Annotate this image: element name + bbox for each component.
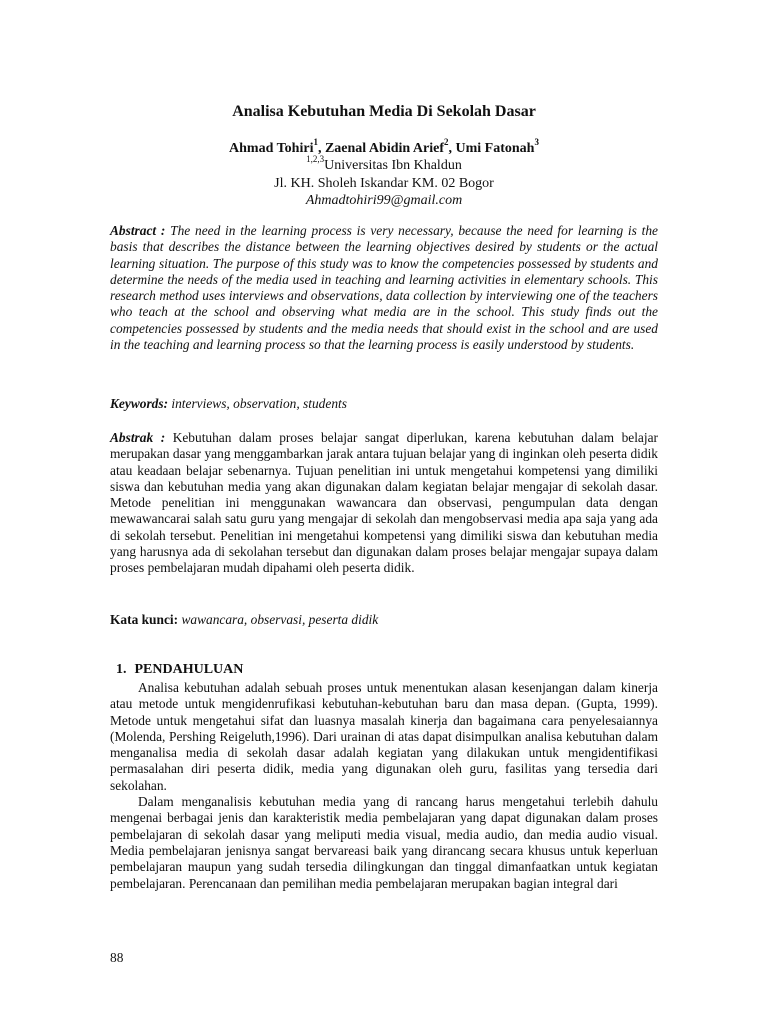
- kata-kunci-text: wawancara, observasi, peserta didik: [181, 612, 379, 627]
- affiliation-address: Jl. KH. Sholeh Iskandar KM. 02 Bogor: [274, 176, 494, 191]
- abstrak-text: Kebutuhan dalam proses belajar sangat diperlukan, karena kebutuhan dalam belajar merupakan dasar yang menggambarkan jarak antara tujuan belajar yang di inginkan oleh peserta didik atau keadaan belajar sebenarnya. Tujuan penelitian ini untuk mengetahui kompetensi yang dimiliki siswa dan kebutuhan media yang akan digunakan dalam kegiatan belajar mengajar di sekolah dasar. Metode penelitian ini menggunakan wawancara dan observasi, pengumpulan data dengan mewawancarai salah satu guru yang mengajar di sekolah dan mengobservasi media apa saja yang ada di sekolah tersebut. Penelitian ini mengetahui kompetensi yang dimiliki siswa dan kebutuhan media yang harusnya ada di sekolahan tersebut dan digunakan dalam proses belajar mengajar supaya dalam proses pembelajaran mudah dipahami oleh peserta didik.: [110, 430, 658, 576]
- section-heading: [116, 662, 243, 678]
- section-body: [110, 680, 658, 892]
- author-name: Umi Fatonah: [455, 141, 535, 156]
- page-number: 88: [110, 950, 124, 965]
- author-name: Ahmad Tohiri: [229, 141, 314, 156]
- author-affiliation-mark: 1: [313, 137, 318, 148]
- keywords: [110, 396, 658, 412]
- abstract-text: The need in the learning process is very necessary, because the need for learning is the basis that describes the distance between the learning objectives desired by students or the actual learning situation. The purpose of this study was to know the competencies possessed by students and determine the needs of the media used in teaching and learning activities in elementary schools. This research method uses interviews and observations, data collection by interviewing one of the teachers who teach at the school and observing what media are in the school. This study finds out the competencies possessed by students and the media needs that should exist in the school and are used in the teaching and learning process so that the learning process is easily understood by students.: [110, 223, 658, 353]
- body-paragraph: Analisa kebutuhan adalah sebuah proses untuk menentukan alasan kesenjangan dalam kinerja atau metode untuk mengidenrufikasi kebutuhan-kebutuhan baru dan masa depan. (Gupta, 1999). Metode untuk mengetahui sifat dan luasnya masalah kinerja dan bagaimana cara penyelesaiannya (Molenda, Pershing Reigeluth,1996). Dari urainan di atas dapat disimpulkan analisa kebutuhan dalam menganalisa media di sekolah dasar adalah kegiatan yang dilakukan untuk mengidentifikasi permasalahan diri peserta didik, media yang digunakan oleh guru, fasilitas yang tersedia dari sekolahan.: [110, 680, 658, 793]
- kata-kunci-label: Kata kunci:: [110, 612, 179, 627]
- abstrak-label: Abstrak :: [110, 430, 166, 445]
- kata-kunci: [110, 612, 658, 628]
- abstract-english: [110, 223, 658, 353]
- author-list: [0, 137, 768, 157]
- author-name: Zaenal Abidin Arief: [324, 141, 444, 156]
- keywords-text: interviews, observation, students: [171, 396, 347, 411]
- affiliation-name: Universitas Ibn Khaldun: [324, 158, 462, 173]
- affiliation-mark: 1,2,3: [306, 154, 325, 165]
- section-number: 1.: [116, 662, 127, 677]
- keywords-label: Keywords:: [110, 396, 169, 411]
- author-affiliation-mark: 3: [534, 137, 539, 148]
- section-title: PENDAHULUAN: [134, 662, 244, 677]
- author-separator: ,: [448, 141, 456, 156]
- abstract-indonesian: [110, 430, 658, 577]
- body-paragraph: Dalam menganalisis kebutuhan media yang di rancang harus mengetahui terlebih dahulu mengenai berbagai jenis dan karakteristik media pembelajaran yang dapat digunakan dalam proses pembelajaran di sekolah dasar yang meliputi media visual, media audio, dan media audio visual. Media pembelajaran jenisnya sangat bervareasi baik yang dirancang secara khusus untuk keperluan pembelajaran maupun yang sudah tersedia dilingkungan dan tinggal dimanfaatkan untuk kegiatan pembelajaran. Perencanaan dan pemilihan media pembelajaran merupakan bagian integral dari: [110, 794, 658, 891]
- author-separator: ,: [317, 141, 325, 156]
- paper-title: Analisa Kebutuhan Media Di Sekolah Dasar: [232, 103, 536, 120]
- author-email: Ahmadtohiri99@gmail.com: [305, 193, 463, 208]
- author-affiliation-mark: 2: [444, 137, 449, 148]
- abstract-label: Abstract :: [110, 223, 166, 238]
- affiliation: [0, 154, 768, 174]
